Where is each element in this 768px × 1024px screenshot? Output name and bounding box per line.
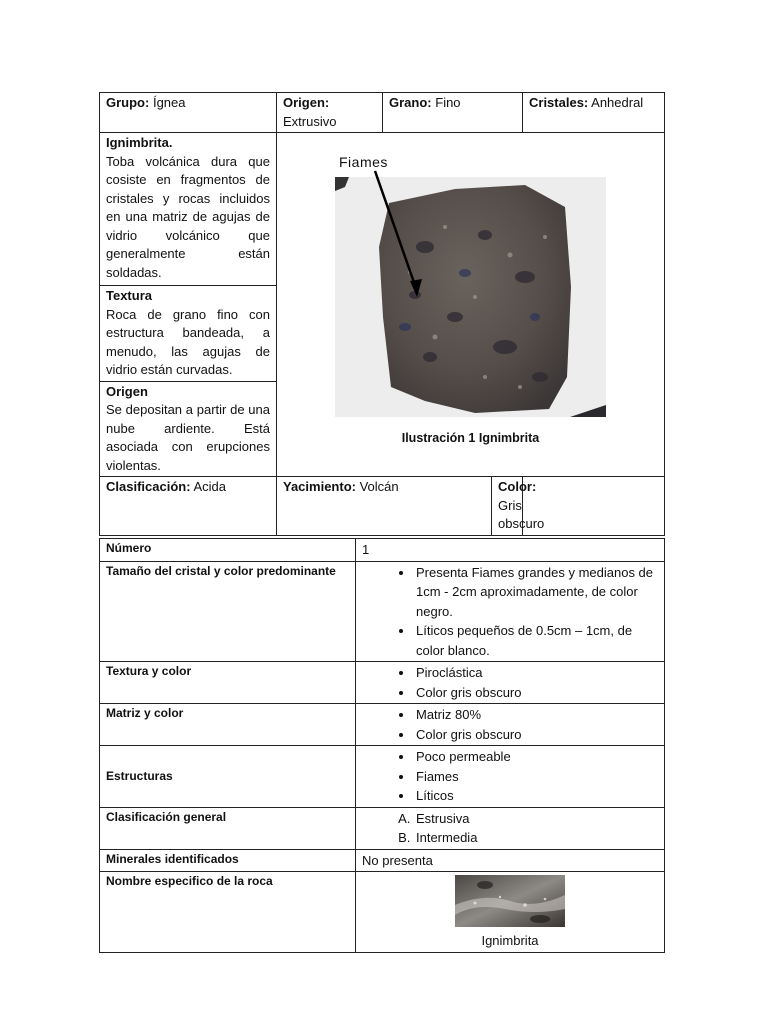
grano-cell	[383, 93, 523, 133]
textura-color-label: Textura y color	[100, 662, 356, 704]
textura-text: Roca de grano fino con estructura bandeada, a menudo, las agujas de vidrio están curvadas.	[106, 306, 270, 377]
ignimbrita-text: Toba volcánica dura que cosiste en fragmentos de cristales y rocas incluidos en una matriz de agujas de vidrio volcánico que generalmente están soldadas.	[106, 153, 270, 280]
cristales-value: Anhedral	[591, 95, 644, 110]
matriz-color-value	[356, 704, 665, 746]
clasificacion-general-label: Clasificación general	[100, 807, 356, 849]
grupo-value: Ígnea	[152, 95, 186, 110]
list-item: • Líticos	[414, 786, 658, 806]
list-item: • Piroclástica	[414, 663, 658, 683]
list-item: • Poco permeable	[414, 747, 658, 767]
grupo-cell	[100, 93, 277, 133]
fiames-callout: Fiames	[339, 154, 388, 170]
rock-detail-table	[99, 538, 665, 953]
numero-value: 1	[356, 539, 665, 562]
textura-description-cell	[100, 286, 277, 382]
origen-section-text: Se depositan a partir de una nube ardiente. Está asociada con erupciones violentas.	[106, 402, 270, 473]
ignimbrita-thumbnail	[455, 875, 565, 927]
textura-title: Textura	[106, 288, 152, 303]
color-value: Gris obscuro	[498, 497, 545, 531]
list-item: A. Estrusiva	[414, 809, 658, 829]
minerales-label: Minerales identificados	[100, 849, 356, 872]
grano-label: Grano:	[389, 95, 432, 110]
minerales-value: No presenta	[356, 849, 665, 872]
estructuras-value	[356, 746, 665, 808]
cristales-label: Cristales:	[529, 95, 589, 110]
list-item: • Color gris obscuro	[414, 725, 658, 745]
photo-cell	[277, 133, 665, 477]
grupo-label: Grupo:	[106, 95, 150, 110]
list-item: • Líticos pequeños de 0.5cm – 1cm, de color blanco.	[414, 621, 658, 660]
clasificacion-label: Clasificación:	[106, 479, 191, 494]
ignimbrita-title: Ignimbrita.	[106, 135, 173, 150]
textura-color-value	[356, 662, 665, 704]
clasificacion-cell	[100, 477, 277, 536]
nombre-value	[356, 872, 665, 953]
list-item: • Color gris obscuro	[414, 683, 658, 703]
estructuras-label: Estructuras	[100, 746, 356, 808]
callout-arrow	[277, 133, 665, 373]
origen-label: Origen:	[283, 95, 330, 110]
tamano-value	[356, 561, 665, 662]
list-item: • Presenta Fiames grandes y medianos de 1cm - 2cm aproximadamente, de color negro.	[414, 563, 658, 622]
yacimiento-inner	[277, 477, 492, 535]
origen-section-title: Origen	[106, 383, 148, 399]
cristales-cell	[523, 93, 665, 133]
origen-cell	[277, 93, 383, 133]
grano-value: Fino	[435, 95, 461, 110]
yacimiento-label: Yacimiento:	[283, 479, 356, 494]
list-item: • Fiames	[414, 767, 658, 787]
nombre-label: Nombre especifico de la roca	[100, 872, 356, 953]
yacimiento-cell	[277, 477, 545, 536]
yacimiento-value: Volcán	[359, 479, 399, 494]
nombre-caption: Ignimbrita	[481, 933, 539, 948]
color-label: Color:	[498, 479, 537, 494]
origen-value: Extrusivo	[283, 113, 337, 129]
rock-summary-table	[99, 92, 665, 536]
clasificacion-value: Acida	[193, 479, 226, 494]
matriz-color-label: Matriz y color	[100, 704, 356, 746]
tamano-label: Tamaño del cristal y color predominante	[100, 561, 356, 662]
ignimbrita-description-cell	[100, 133, 277, 286]
figure-caption: Ilustración 1 Ignimbrita	[401, 431, 540, 445]
list-item: • Matriz 80%	[414, 705, 658, 725]
list-item: B. Intermedia	[414, 828, 658, 848]
clasificacion-general-value	[356, 807, 665, 849]
numero-label: Número	[100, 539, 356, 562]
color-inner	[492, 477, 545, 535]
origen-description-cell	[100, 381, 277, 477]
